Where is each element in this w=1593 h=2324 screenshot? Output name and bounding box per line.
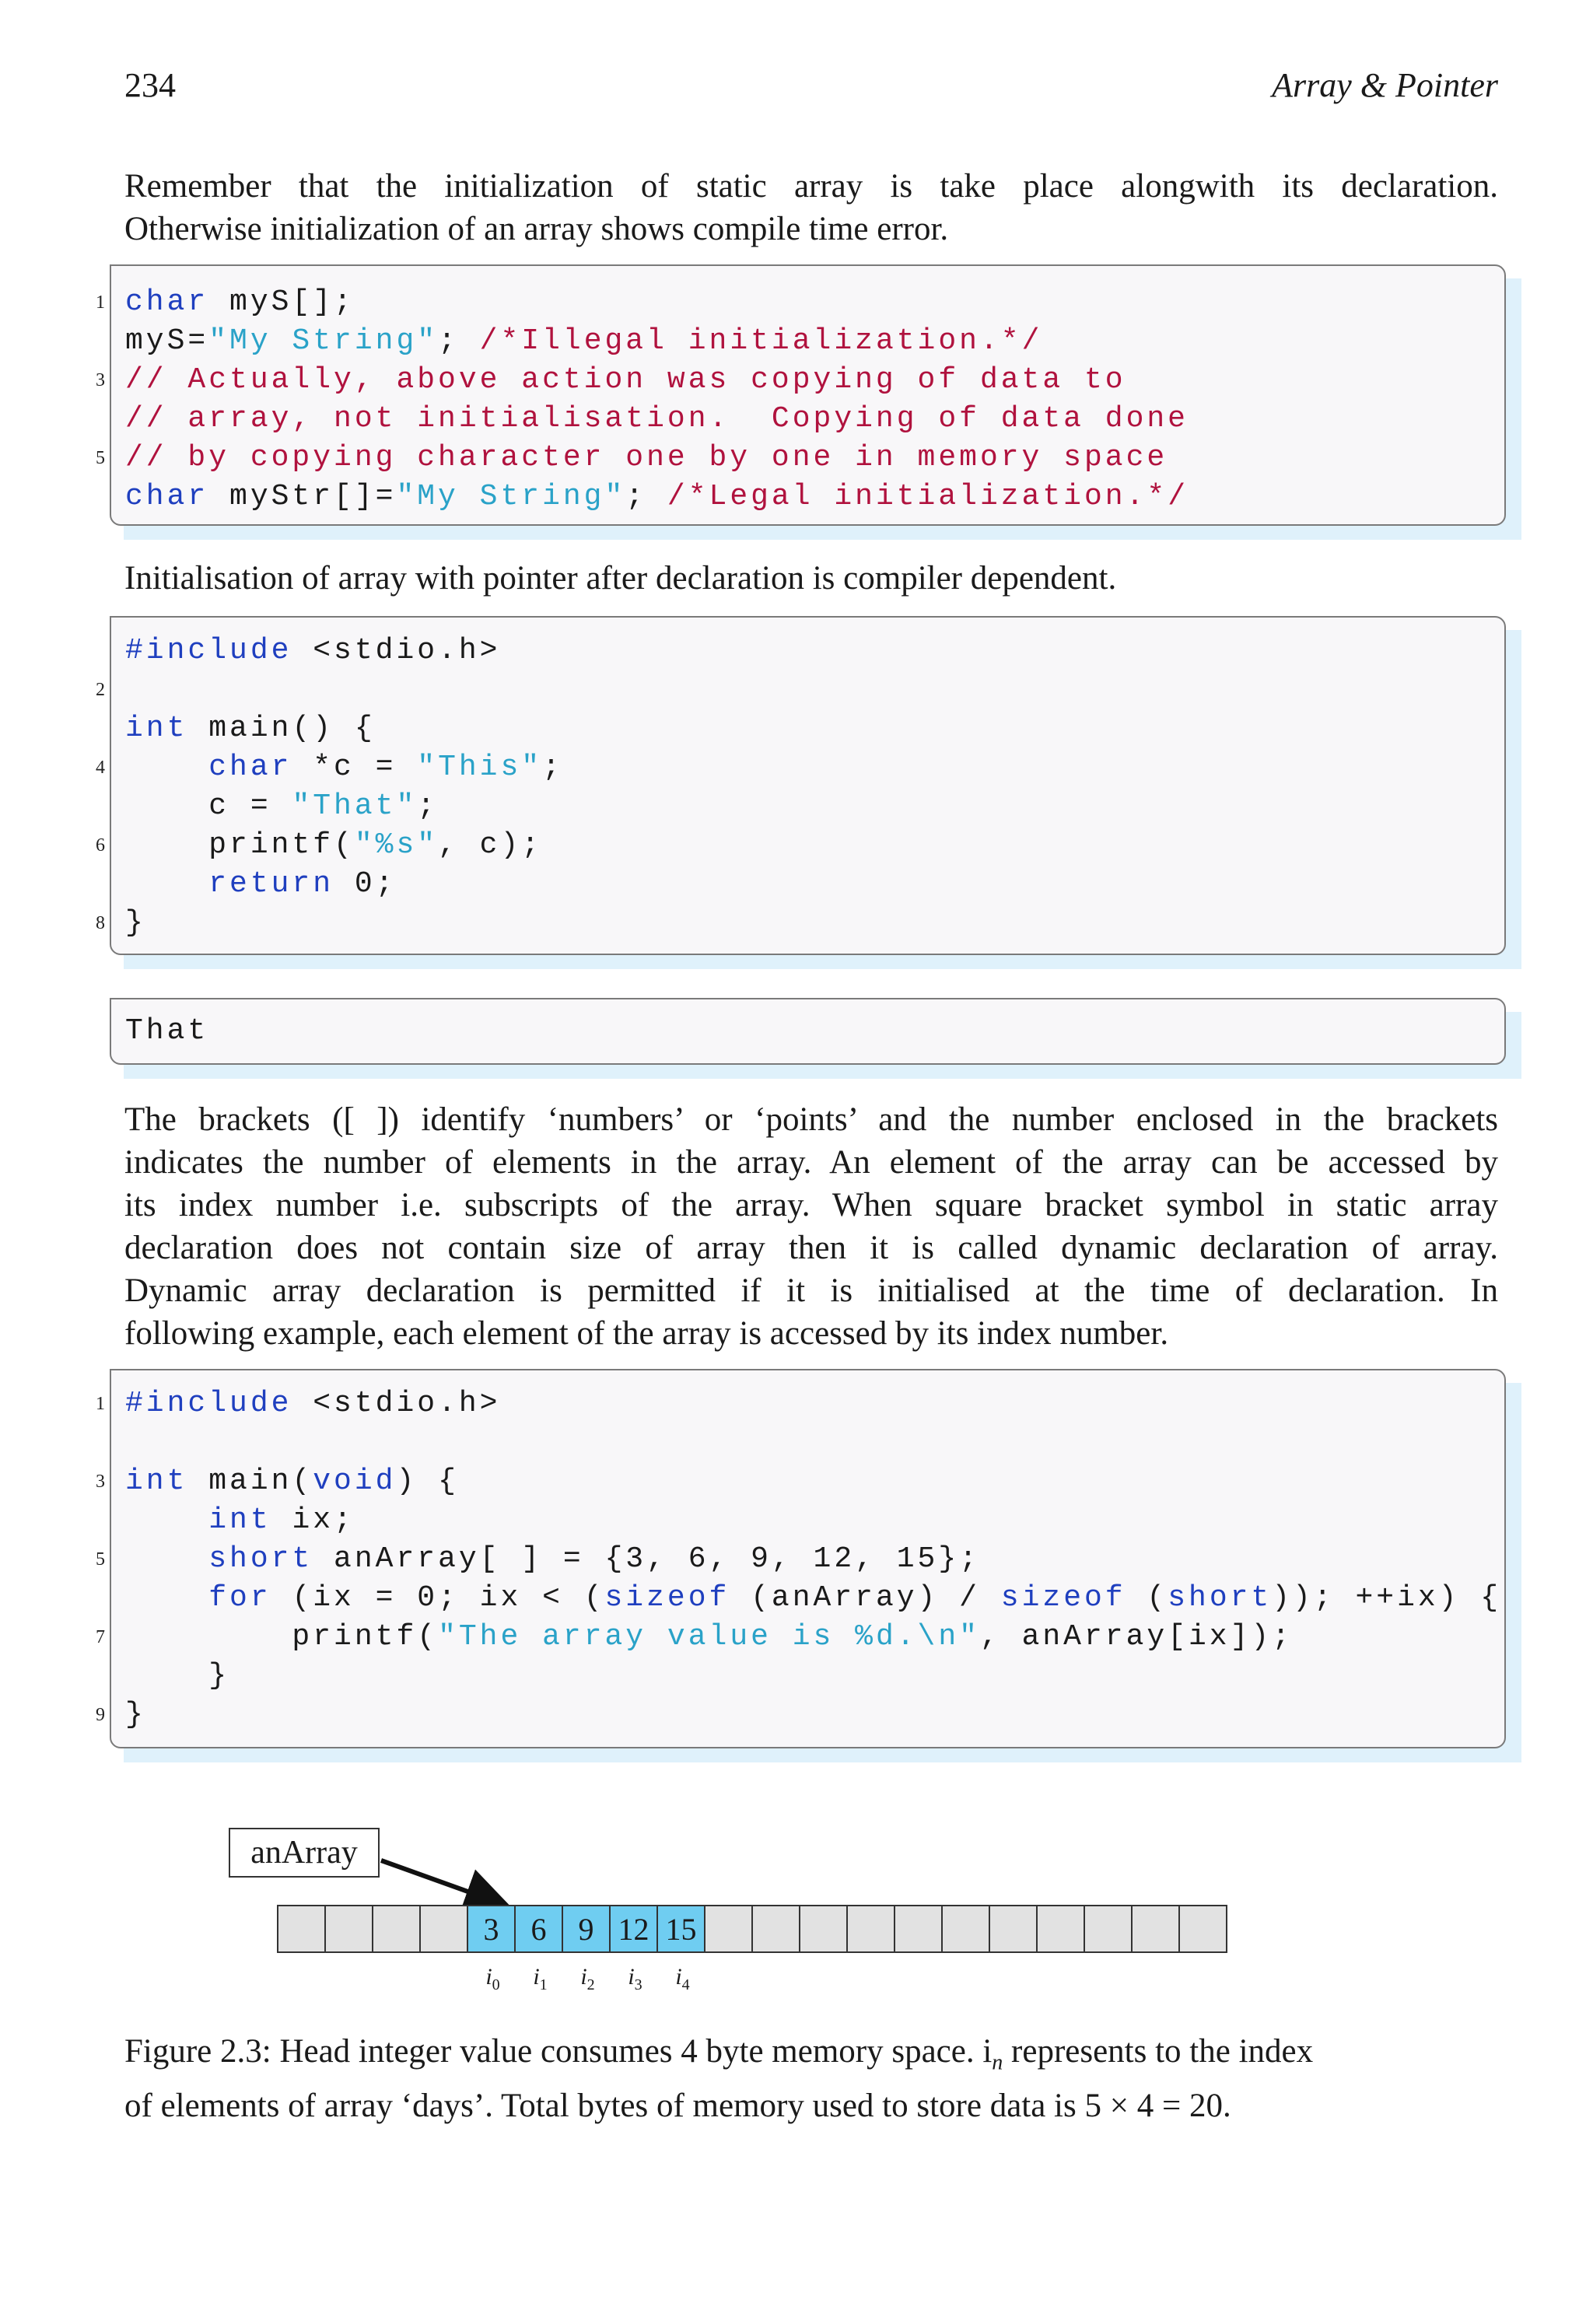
text-line: Initialisation of array with pointer after declaration is compiler dependent.: [124, 560, 1117, 597]
index-label: $i_3$: [628, 1964, 642, 1993]
line-number: 4: [96, 758, 105, 778]
program-output: That: [125, 1014, 209, 1048]
array-cell-filled: 6: [514, 1905, 563, 1953]
text-line: declaration does not contain size of array then it is called dynamic declaration of array.: [124, 1230, 1498, 1266]
text-line: Remember that the initialization of static array is take place alongwith its declaration.: [124, 168, 1498, 205]
line-number: 5: [96, 1549, 105, 1570]
line-number: 7: [96, 1627, 105, 1647]
array-cell-empty: [751, 1905, 800, 1953]
array-cell-empty: [277, 1905, 326, 1953]
running-title: Array & Pointer: [1272, 66, 1498, 104]
figure-caption: [124, 2030, 1498, 2127]
caption-line: of elements of array ‘days’. Total bytes of memory used to store data is 5 × 4 = 20.: [124, 2087, 1231, 2124]
index-label: $i_4$: [675, 1964, 690, 1993]
text-line: indicates the number of elements in the array. An element of the array can be accessed by: [124, 1144, 1498, 1181]
line-number: 5: [96, 448, 105, 468]
caption-line: Figure 2.3: Head integer value consumes 4 byte memory space. $i_n$ represents to the index: [124, 2033, 1314, 2075]
array-cell-empty: [1084, 1905, 1133, 1953]
code-listing: char myS[]; myS="My String"; /*Illegal initialization.*/ // Actually, above action was copying of data to // array, not initialisation. Copying of data done // by copying character one by one in memory space char myStr[]="My String"; /*Legal initialization.*/: [125, 285, 1189, 513]
code-listing: #include <stdio.h> int main() { char *c = "This"; c = "That"; printf("%s", c); return 0; }: [125, 634, 563, 940]
array-cell-filled: 3: [467, 1905, 516, 1953]
array-cell-filled: 12: [609, 1905, 658, 1953]
text-line: following example, each element of the array is accessed by its index number.: [124, 1315, 1169, 1352]
line-number: 6: [96, 835, 105, 856]
page-number: 234: [124, 66, 176, 104]
line-number: 8: [96, 913, 105, 933]
array-cell-empty: [1131, 1905, 1180, 1953]
line-number: 2: [96, 680, 105, 700]
index-label: $i_1$: [533, 1964, 548, 1993]
line-number: 3: [96, 370, 105, 390]
text-line: Dynamic array declaration is permitted if it is initialised at the time of declaration. In: [124, 1272, 1498, 1309]
line-number: 1: [96, 292, 105, 313]
array-cell-empty: [1178, 1905, 1227, 1953]
text-line: Otherwise initialization of an array shows compile time error.: [124, 211, 949, 247]
array-cell-empty: [372, 1905, 421, 1953]
line-number: 9: [96, 1705, 105, 1725]
array-cell-empty: [324, 1905, 373, 1953]
text-line: its index number i.e. subscripts of the array. When square bracket symbol in static array: [124, 1187, 1498, 1223]
pointer-label: anArray: [229, 1828, 380, 1878]
array-cell-empty: [1036, 1905, 1085, 1953]
array-cell-empty: [941, 1905, 990, 1953]
text-line: The brackets ([ ]) identify ‘numbers’ or ‘points’ and the number enclosed in the brackets: [124, 1101, 1498, 1138]
array-cell-empty: [799, 1905, 848, 1953]
line-number: 1: [96, 1394, 105, 1414]
array-cell-empty: [419, 1905, 468, 1953]
memory-array: [278, 1905, 1227, 1955]
array-cell-empty: [704, 1905, 753, 1953]
array-cell-filled: 9: [562, 1905, 611, 1953]
array-cell-empty: [846, 1905, 895, 1953]
line-number: 3: [96, 1472, 105, 1492]
index-label: $i_0$: [485, 1964, 500, 1993]
array-cell-filled: 15: [656, 1905, 705, 1953]
index-label: $i_2$: [580, 1964, 595, 1993]
array-cell-empty: [894, 1905, 943, 1953]
array-cell-empty: [989, 1905, 1038, 1953]
code-listing: #include <stdio.h> int main(void) { int ix; short anArray[ ] = {3, 6, 9, 12, 15}; for (ix = 0; ix < (sizeof (anArray) / sizeof (short)); ++ix) { printf("The array value is %d.\n", anArray[ix]); } }: [125, 1387, 1502, 1731]
